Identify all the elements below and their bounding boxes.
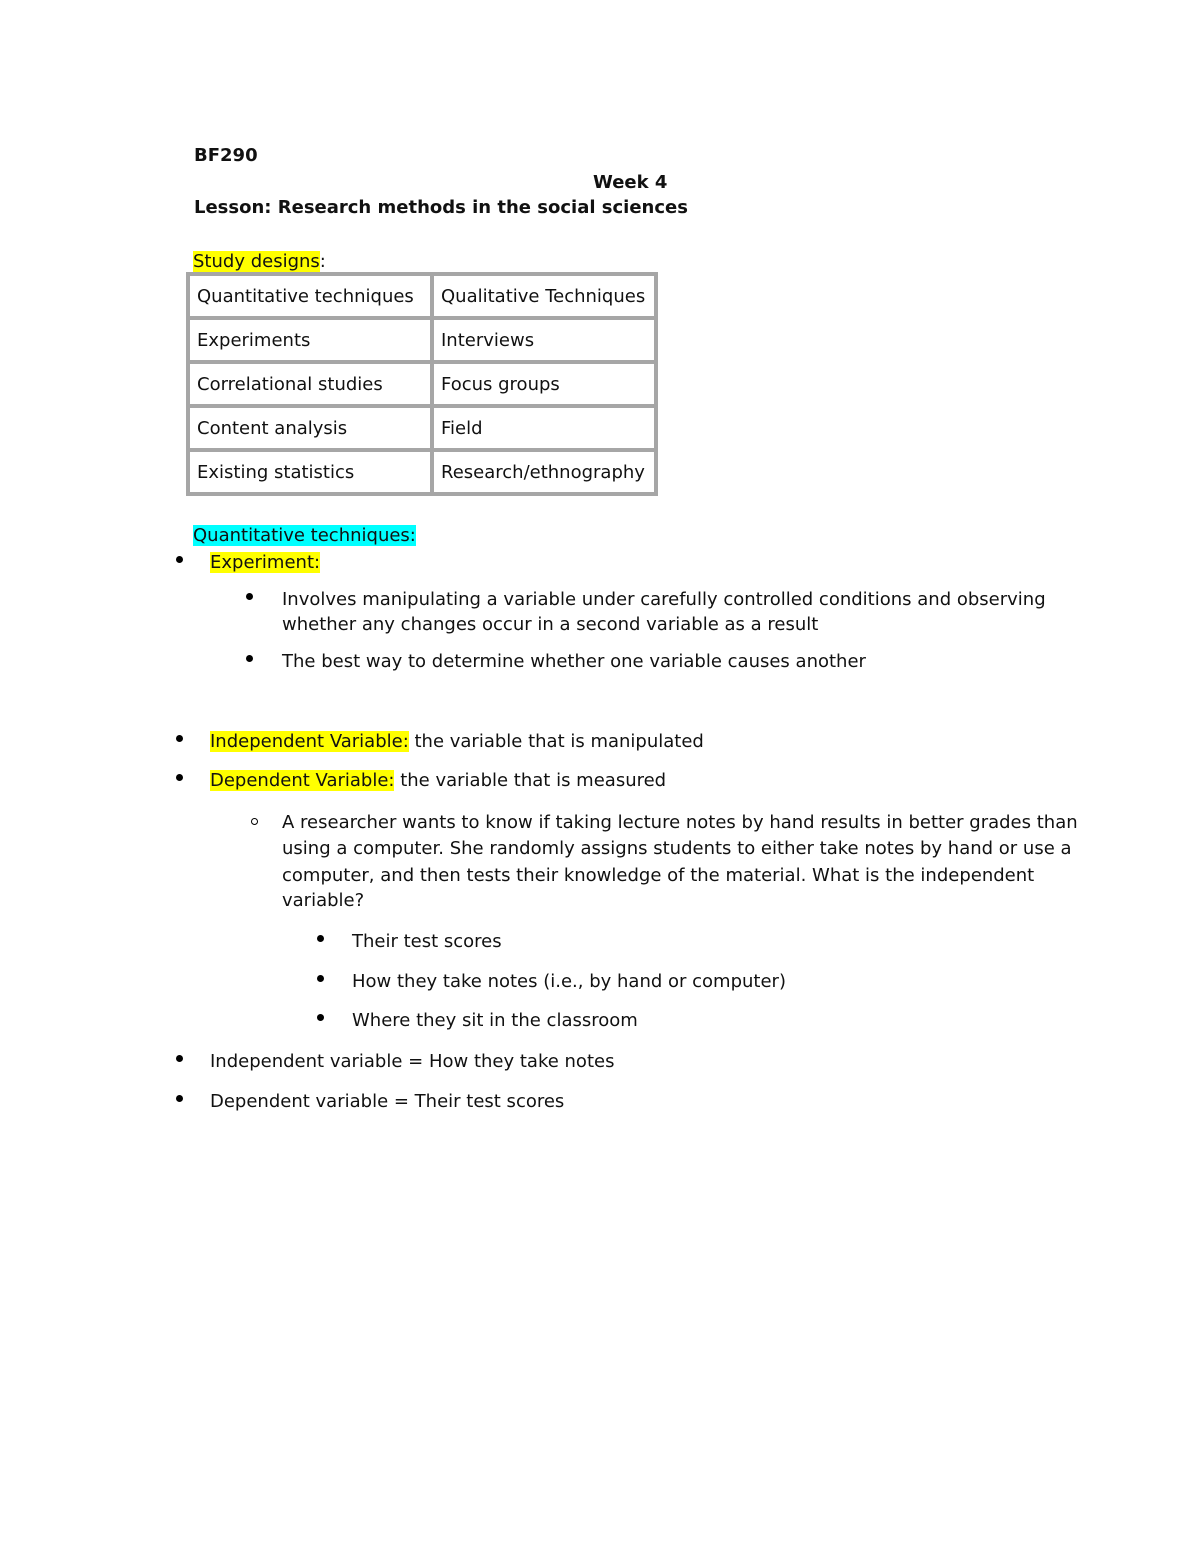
study-designs-label: Study designs bbox=[193, 251, 320, 272]
question-line: variable? bbox=[282, 890, 365, 911]
study-designs-colon: : bbox=[319, 251, 326, 272]
bullet-icon bbox=[246, 655, 253, 662]
table-cell: Qualitative Techniques bbox=[432, 274, 656, 318]
bullet-icon bbox=[317, 1014, 324, 1021]
study-designs-heading bbox=[193, 250, 326, 274]
question-line: using a computer. She randomly assigns students to either take notes by hand or use a bbox=[282, 838, 1072, 859]
table-cell: Interviews bbox=[432, 318, 656, 362]
table-row bbox=[188, 274, 656, 318]
experiment-line bbox=[210, 551, 320, 575]
lesson-title: Lesson: Research methods in the social sciences bbox=[194, 197, 688, 218]
table-row bbox=[188, 318, 656, 362]
bullet-icon bbox=[176, 735, 183, 742]
table-cell: Content analysis bbox=[188, 406, 432, 450]
bullet-icon bbox=[176, 556, 183, 563]
course-code: BF290 bbox=[194, 145, 258, 166]
table-row bbox=[188, 362, 656, 406]
table-cell: Focus groups bbox=[432, 362, 656, 406]
experiment-point: Involves manipulating a variable under carefully controlled conditions and observing bbox=[282, 589, 1046, 610]
dependent-variable-term: Dependent Variable: bbox=[210, 770, 395, 791]
study-designs-table bbox=[186, 272, 658, 496]
table-cell: Research/ethnography bbox=[432, 450, 656, 494]
bullet-icon bbox=[317, 975, 324, 982]
question-line: A researcher wants to know if taking lecture notes by hand results in better grades than bbox=[282, 812, 1078, 833]
bullet-icon bbox=[176, 1095, 183, 1102]
independent-variable-definition: the variable that is manipulated bbox=[408, 731, 704, 752]
bullet-icon bbox=[176, 774, 183, 781]
experiment-point: The best way to determine whether one variable causes another bbox=[282, 651, 866, 672]
quantitative-heading: Quantitative techniques: bbox=[193, 525, 416, 546]
table-row bbox=[188, 406, 656, 450]
bullet-icon bbox=[317, 935, 324, 942]
bullet-icon bbox=[246, 593, 253, 600]
answer-option: How they take notes (i.e., by hand or computer) bbox=[352, 971, 786, 992]
dependent-variable-definition: the variable that is measured bbox=[394, 770, 667, 791]
question-line: computer, and then tests their knowledge of the material. What is the independent bbox=[282, 865, 1035, 886]
table-cell: Existing statistics bbox=[188, 450, 432, 494]
quantitative-heading-line bbox=[193, 524, 416, 548]
dependent-variable-line bbox=[210, 769, 666, 793]
answer-dependent: Dependent variable = Their test scores bbox=[210, 1091, 565, 1112]
experiment-point-continued: whether any changes occur in a second variable as a result bbox=[282, 614, 819, 635]
answer-option: Where they sit in the classroom bbox=[352, 1010, 638, 1031]
circle-bullet-icon bbox=[251, 818, 258, 825]
table-cell: Correlational studies bbox=[188, 362, 432, 406]
table-row bbox=[188, 450, 656, 494]
independent-variable-line bbox=[210, 730, 704, 754]
bullet-icon bbox=[176, 1055, 183, 1062]
table-cell: Experiments bbox=[188, 318, 432, 362]
answer-option: Their test scores bbox=[352, 931, 502, 952]
independent-variable-term: Independent Variable: bbox=[210, 731, 409, 752]
answer-independent: Independent variable = How they take notes bbox=[210, 1051, 615, 1072]
table-cell: Quantitative techniques bbox=[188, 274, 432, 318]
experiment-label: Experiment: bbox=[210, 552, 321, 573]
table-cell: Field bbox=[432, 406, 656, 450]
week-label: Week 4 bbox=[593, 172, 668, 193]
